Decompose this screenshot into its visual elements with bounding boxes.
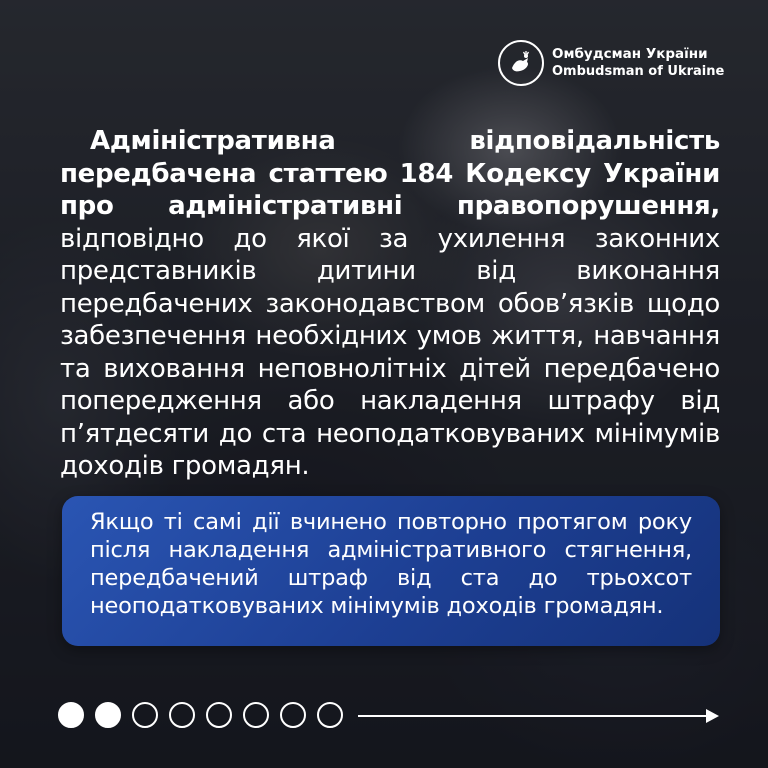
logo-title-english: Ombudsman of Ukraine <box>552 64 725 79</box>
next-arrow-line <box>358 715 708 717</box>
logo-title-ukrainian: Омбудсман України <box>552 46 708 62</box>
highlight-box <box>62 496 720 646</box>
pager-dot[interactable] <box>206 702 232 728</box>
highlight-box-text: Якщо ті самі дії вчинено повторно протягом року після накладення адміністративного стягнення, передбачений штраф від ста до трьохсот неоподатковуваних мінімумів доходів громадян. <box>90 509 692 619</box>
main-paragraph-regular: відповідно до якої за ухилення законних представників дитини від виконання передбачених законодавством обов’язків щодо забезпечення необхідних умов життя, навчання та виховання неповнолітніх дітей передбачено попередження або накладення штрафу від п’ятдесяти до ста неоподатковуваних мінімумів доходів громадян. <box>60 223 720 481</box>
slide-pager <box>58 702 343 728</box>
pager-dot[interactable] <box>169 702 195 728</box>
main-paragraph-bold: Адміністративна відповідальність передбачена статтею 184 Кодексу України про адміністративні правопорушення, <box>60 126 720 221</box>
pager-dot[interactable] <box>317 702 343 728</box>
ombudsman-logo <box>498 40 724 86</box>
arrow-right-icon[interactable] <box>706 709 719 723</box>
logo-text <box>552 46 724 80</box>
pager-dot[interactable] <box>243 702 269 728</box>
pager-dot[interactable] <box>95 702 121 728</box>
pager-dot[interactable] <box>132 702 158 728</box>
main-paragraph <box>60 125 720 483</box>
pager-dot[interactable] <box>280 702 306 728</box>
ombudsman-emblem-icon <box>498 40 544 86</box>
pager-dot[interactable] <box>58 702 84 728</box>
